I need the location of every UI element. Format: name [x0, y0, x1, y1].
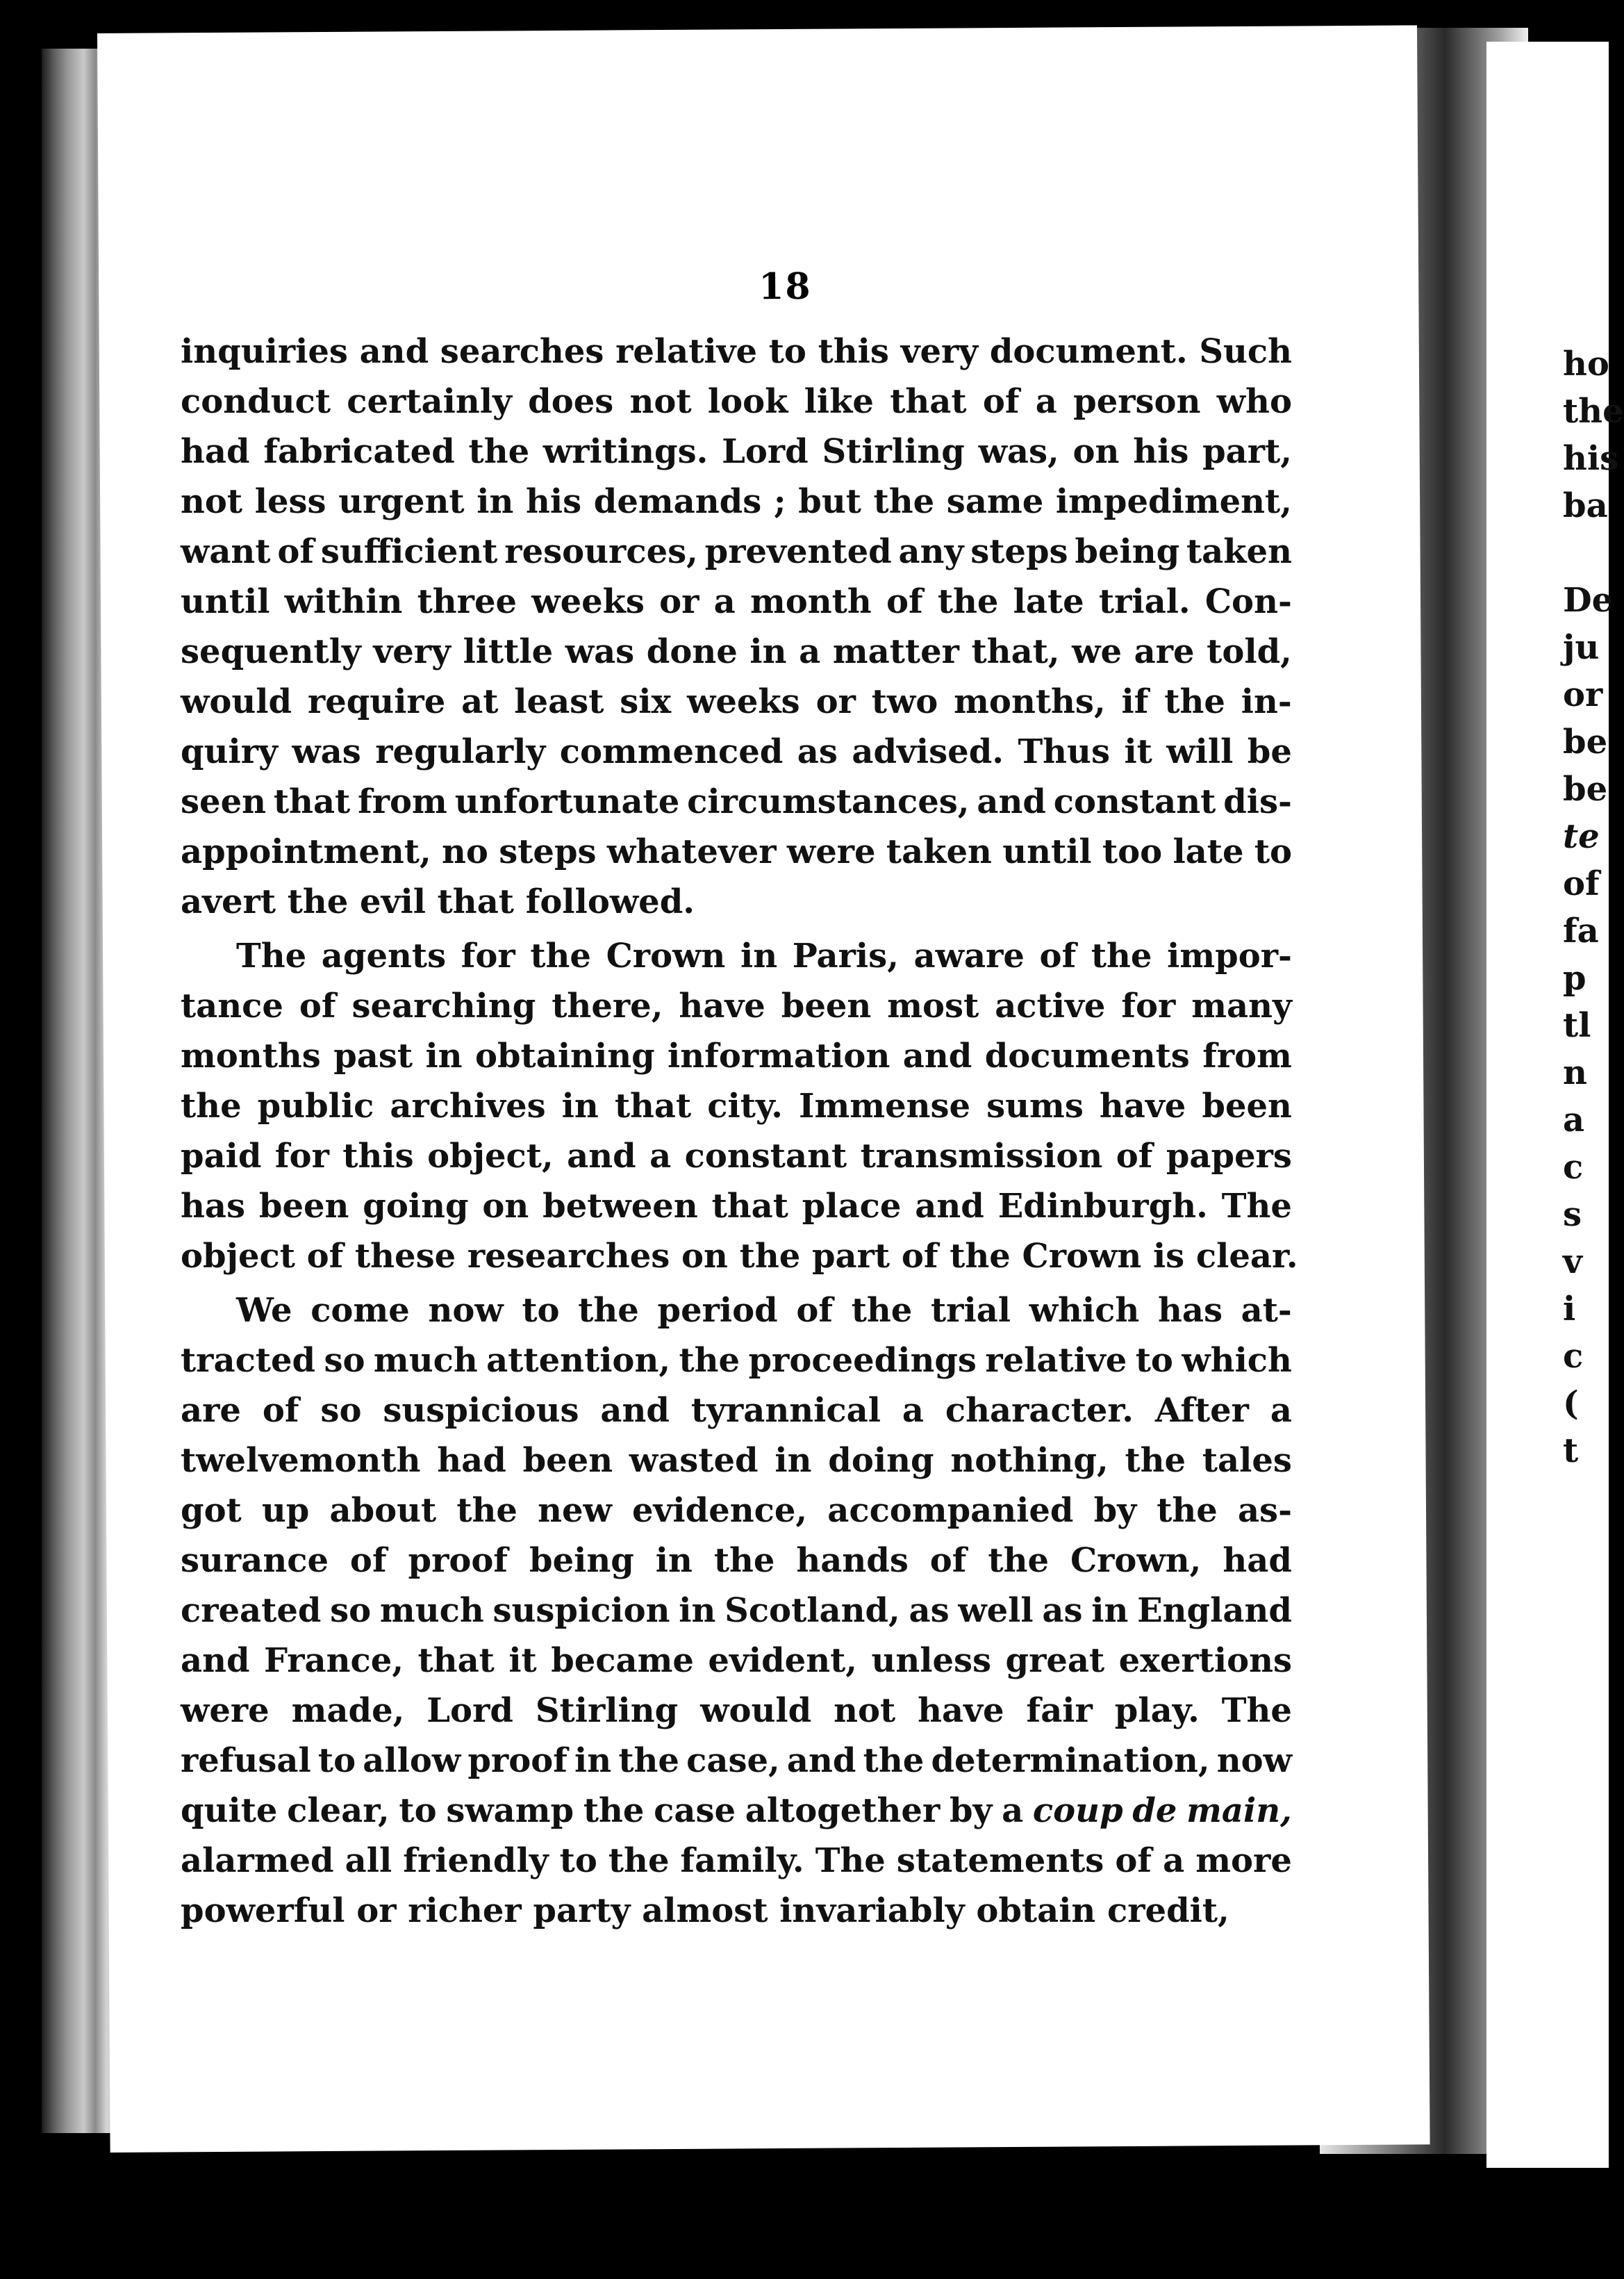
text-line: paid for this object, and a constant transmission of papers — [181, 1137, 1292, 1176]
text-line: not less urgent in his demands ; but the same impediment, — [181, 482, 1292, 521]
facing-page-fragment: a — [1563, 1101, 1585, 1140]
text-line: alarmed all friendly to the family. The statements of a more — [181, 1841, 1292, 1880]
facing-page-fragment: ju — [1563, 628, 1600, 667]
facing-page-fragment: t — [1563, 1431, 1579, 1470]
text-line: conduct certainly does not look like that of a person who — [181, 382, 1292, 421]
facing-page-fragment: c — [1563, 1337, 1584, 1376]
text-line: twelvemonth had been wasted in doing nothing, the tales — [181, 1441, 1292, 1480]
facing-page-fragment: c — [1563, 1148, 1584, 1187]
page-number: 18 — [759, 265, 812, 308]
facing-page-fragment — [1563, 529, 1624, 577]
text-line: We come now to the period of the trial which has at- — [236, 1291, 1292, 1330]
text-line: are of so suspicious and tyrannical a character. After a — [181, 1391, 1292, 1430]
text-line: The agents for the Crown in Paris, aware of the impor- — [236, 937, 1292, 976]
text-line: tance of searching there, have been most active for many — [181, 987, 1292, 1026]
facing-page-fragment: ( — [1563, 1384, 1579, 1423]
facing-page-text — [1563, 340, 1624, 1474]
facing-page-fragment: of — [1563, 864, 1600, 903]
text-line: got up about the new evidence, accompanied by the as- — [181, 1491, 1292, 1530]
facing-page-fragment: p — [1563, 959, 1586, 998]
text-line: the public archives in that city. Immense sums have been — [181, 1087, 1292, 1126]
facing-page-fragment: De — [1563, 581, 1614, 620]
text-line: inquiries and searches relative to this very document. Such — [181, 332, 1292, 371]
text-line: months past in obtaining information and documents from — [181, 1037, 1292, 1076]
text-line: would require at least six weeks or two months, if the in- — [181, 682, 1292, 721]
facing-page-fragment: ho — [1563, 345, 1609, 384]
facing-page-fragment: n — [1563, 1053, 1587, 1092]
facing-page-fragment: te — [1563, 817, 1600, 856]
facing-page-fragment: tl — [1563, 1006, 1591, 1045]
facing-page-fragment: his — [1563, 439, 1619, 478]
text-line: quiry was regularly commenced as advised. Thus it will be — [181, 732, 1292, 771]
facing-page-fragment: i — [1563, 1290, 1576, 1328]
facing-page-fragment: s — [1563, 1195, 1582, 1234]
text-line: were made, Lord Stirling would not have fair play. The — [181, 1691, 1292, 1730]
facing-page-fragment: the — [1563, 392, 1624, 431]
text-line: seen that from unfortunate circumstances, and constant dis- — [181, 782, 1292, 821]
text-line: surance of proof being in the hands of the Crown, had — [181, 1541, 1292, 1580]
facing-page-fragment: be — [1563, 723, 1608, 762]
facing-page-fragment: fa — [1563, 912, 1599, 951]
text-line: until within three weeks or a month of the late trial. Con- — [181, 582, 1292, 621]
page-body-text — [181, 327, 1298, 1936]
text-line: had fabricated the writings. Lord Stirling was, on his part, — [181, 432, 1292, 471]
facing-page-fragment: v — [1563, 1242, 1582, 1281]
text-line: quite clear, to swamp the case altogether by a coup de main, — [181, 1791, 1292, 1830]
text-line: powerful or richer party almost invariably obtain credit, — [181, 1891, 1229, 1930]
text-line: and France, that it became evident, unless great exertions — [181, 1641, 1292, 1680]
text-line: refusal to allow proof in the case, and the determination, now — [181, 1741, 1292, 1780]
facing-page-fragment: ba — [1563, 486, 1608, 525]
text-line: created so much suspicion in Scotland, as well as in England — [181, 1591, 1292, 1630]
text-line: want of sufficient resources, prevented any steps being taken — [181, 532, 1292, 571]
text-line: sequently very little was done in a matter that, we are told, — [181, 632, 1292, 671]
facing-page-fragment: or — [1563, 675, 1603, 714]
text-line: has been going on between that place and Edinburgh. The — [181, 1187, 1292, 1226]
text-line: object of these researches on the part of the Crown is clear. — [181, 1237, 1298, 1276]
facing-page-fragment: be — [1563, 770, 1608, 809]
text-line: tracted so much attention, the proceedings relative to which — [181, 1341, 1292, 1380]
text-line: appointment, no steps whatever were taken until too late to — [181, 832, 1292, 871]
text-line: avert the evil that followed. — [181, 882, 695, 921]
